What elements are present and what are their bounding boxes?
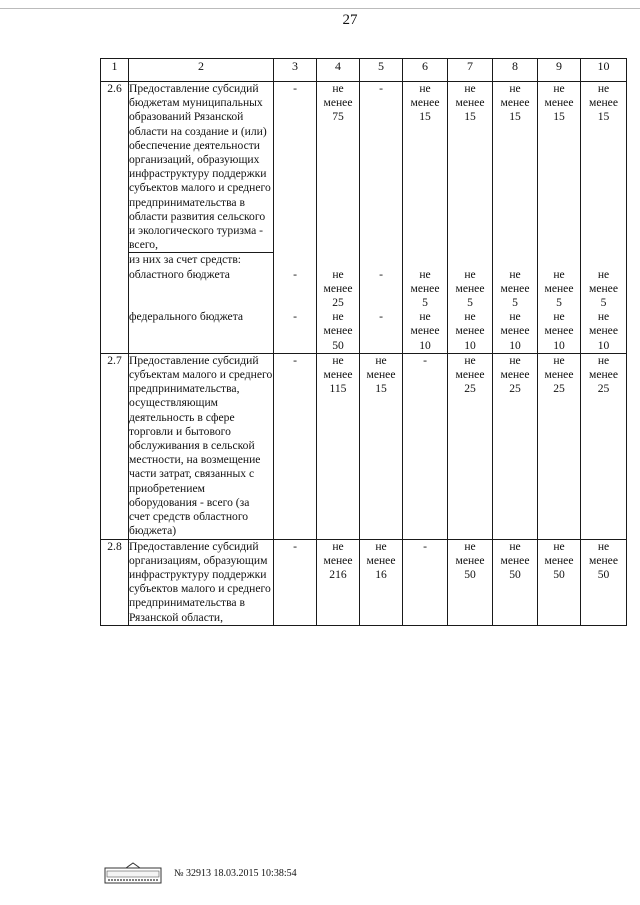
value-cell: не менее 25	[448, 353, 493, 539]
row-description-cell: Предоставление субсидий субъектам малого и среднего предпринимательства, осуществляющим деятельность в сфере торговли и бытового обслуживания в сельской местности, на возмещение части затрат, связанных с приобретением оборудования - всего (за счет средств областного бюджета)	[129, 353, 273, 538]
value-cell: -	[274, 353, 317, 539]
value-cell	[403, 253, 448, 268]
value-cell	[538, 253, 581, 268]
row-description-cell: из них за счет средств:	[129, 253, 274, 268]
value-cell: не менее 5	[403, 268, 448, 311]
value-cell	[581, 253, 627, 268]
value-cell: не менее 50	[538, 539, 581, 625]
value-cell	[448, 253, 493, 268]
registration-number: № 32913 18.03.2015 10:38:54	[174, 868, 297, 879]
value-cell: не менее 15	[581, 82, 627, 253]
page-top-rule	[0, 8, 640, 9]
row-number-cell	[101, 253, 129, 268]
value-cell: не менее 10	[493, 310, 538, 353]
table-row	[101, 539, 627, 625]
value-cell: не менее 50	[581, 539, 627, 625]
table-row	[101, 268, 627, 311]
page-number: 27	[342, 12, 358, 28]
header-cell: 6	[403, 59, 448, 82]
value-cell	[493, 253, 538, 268]
value-cell: не менее 50	[317, 310, 360, 353]
row-number-cell: 2.8	[101, 539, 129, 625]
value-cell: не менее 15	[448, 82, 493, 253]
value-cell: не менее 5	[448, 268, 493, 311]
value-cell: не менее 15	[360, 353, 403, 539]
value-cell: не менее 10	[403, 310, 448, 353]
value-cell: не менее 5	[581, 268, 627, 311]
header-cell: 1	[101, 59, 129, 82]
value-cell: не менее 10	[448, 310, 493, 353]
row-number-cell	[101, 310, 129, 353]
value-cell	[360, 253, 403, 268]
header-cell: 3	[274, 59, 317, 82]
table-row	[101, 253, 627, 268]
value-cell: не менее 15	[493, 82, 538, 253]
header-cell: 8	[493, 59, 538, 82]
value-cell: не менее 50	[448, 539, 493, 625]
value-cell: -	[360, 310, 403, 353]
value-cell: не менее 25	[317, 268, 360, 311]
header-cell: 2	[129, 59, 274, 82]
value-cell: -	[403, 353, 448, 539]
header-cell: 7	[448, 59, 493, 82]
table-body	[101, 59, 627, 626]
header-cell: 10	[581, 59, 627, 82]
value-cell: не менее 15	[403, 82, 448, 253]
value-cell: не менее 25	[493, 353, 538, 539]
row-description-cell: Предоставление субсидий организациям, образующим инфраструктуру поддержки субъектов малого и среднего предпринимательства в Рязанской области,	[129, 539, 274, 625]
value-cell: -	[360, 268, 403, 311]
value-cell: не менее 5	[493, 268, 538, 311]
value-cell: не менее 25	[538, 353, 581, 539]
value-cell: не менее 25	[581, 353, 627, 539]
table-row	[101, 82, 627, 253]
value-cell: не менее 75	[317, 82, 360, 253]
row-description-cell: Предоставление субсидий бюджетам муниципальных образований Рязанской области на создание и (или) обеспечение деятельности организаций, образующих инфраструктуру поддержки субъектов малого и среднего предпринимательства в области развития сельского и экологического туризма - всего,	[129, 82, 274, 253]
value-cell: не менее 5	[538, 268, 581, 311]
budget-table	[100, 58, 627, 626]
value-cell: -	[274, 539, 317, 625]
value-cell	[274, 253, 317, 268]
table-row	[101, 353, 627, 539]
table-row	[101, 310, 627, 353]
value-cell: -	[274, 82, 317, 253]
value-cell: не менее 216	[317, 539, 360, 625]
value-cell: не менее 10	[581, 310, 627, 353]
value-cell: не менее 50	[493, 539, 538, 625]
value-cell: не менее 10	[538, 310, 581, 353]
table-header-row	[101, 59, 627, 82]
row-number-cell: 2.7	[101, 353, 129, 539]
value-cell: -	[274, 268, 317, 311]
header-cell: 5	[360, 59, 403, 82]
value-cell: -	[360, 82, 403, 253]
registry-stamp-icon	[104, 862, 162, 884]
value-cell	[317, 253, 360, 268]
header-cell: 4	[317, 59, 360, 82]
row-description-cell: федерального бюджета	[129, 310, 274, 353]
value-cell: не менее 16	[360, 539, 403, 625]
value-cell: не менее 115	[317, 353, 360, 539]
value-cell: не менее 15	[538, 82, 581, 253]
row-number-cell: 2.6	[101, 82, 129, 253]
row-number-cell	[101, 268, 129, 311]
value-cell: -	[274, 310, 317, 353]
header-cell: 9	[538, 59, 581, 82]
row-description-cell: областного бюджета	[129, 268, 274, 311]
value-cell: -	[403, 539, 448, 625]
